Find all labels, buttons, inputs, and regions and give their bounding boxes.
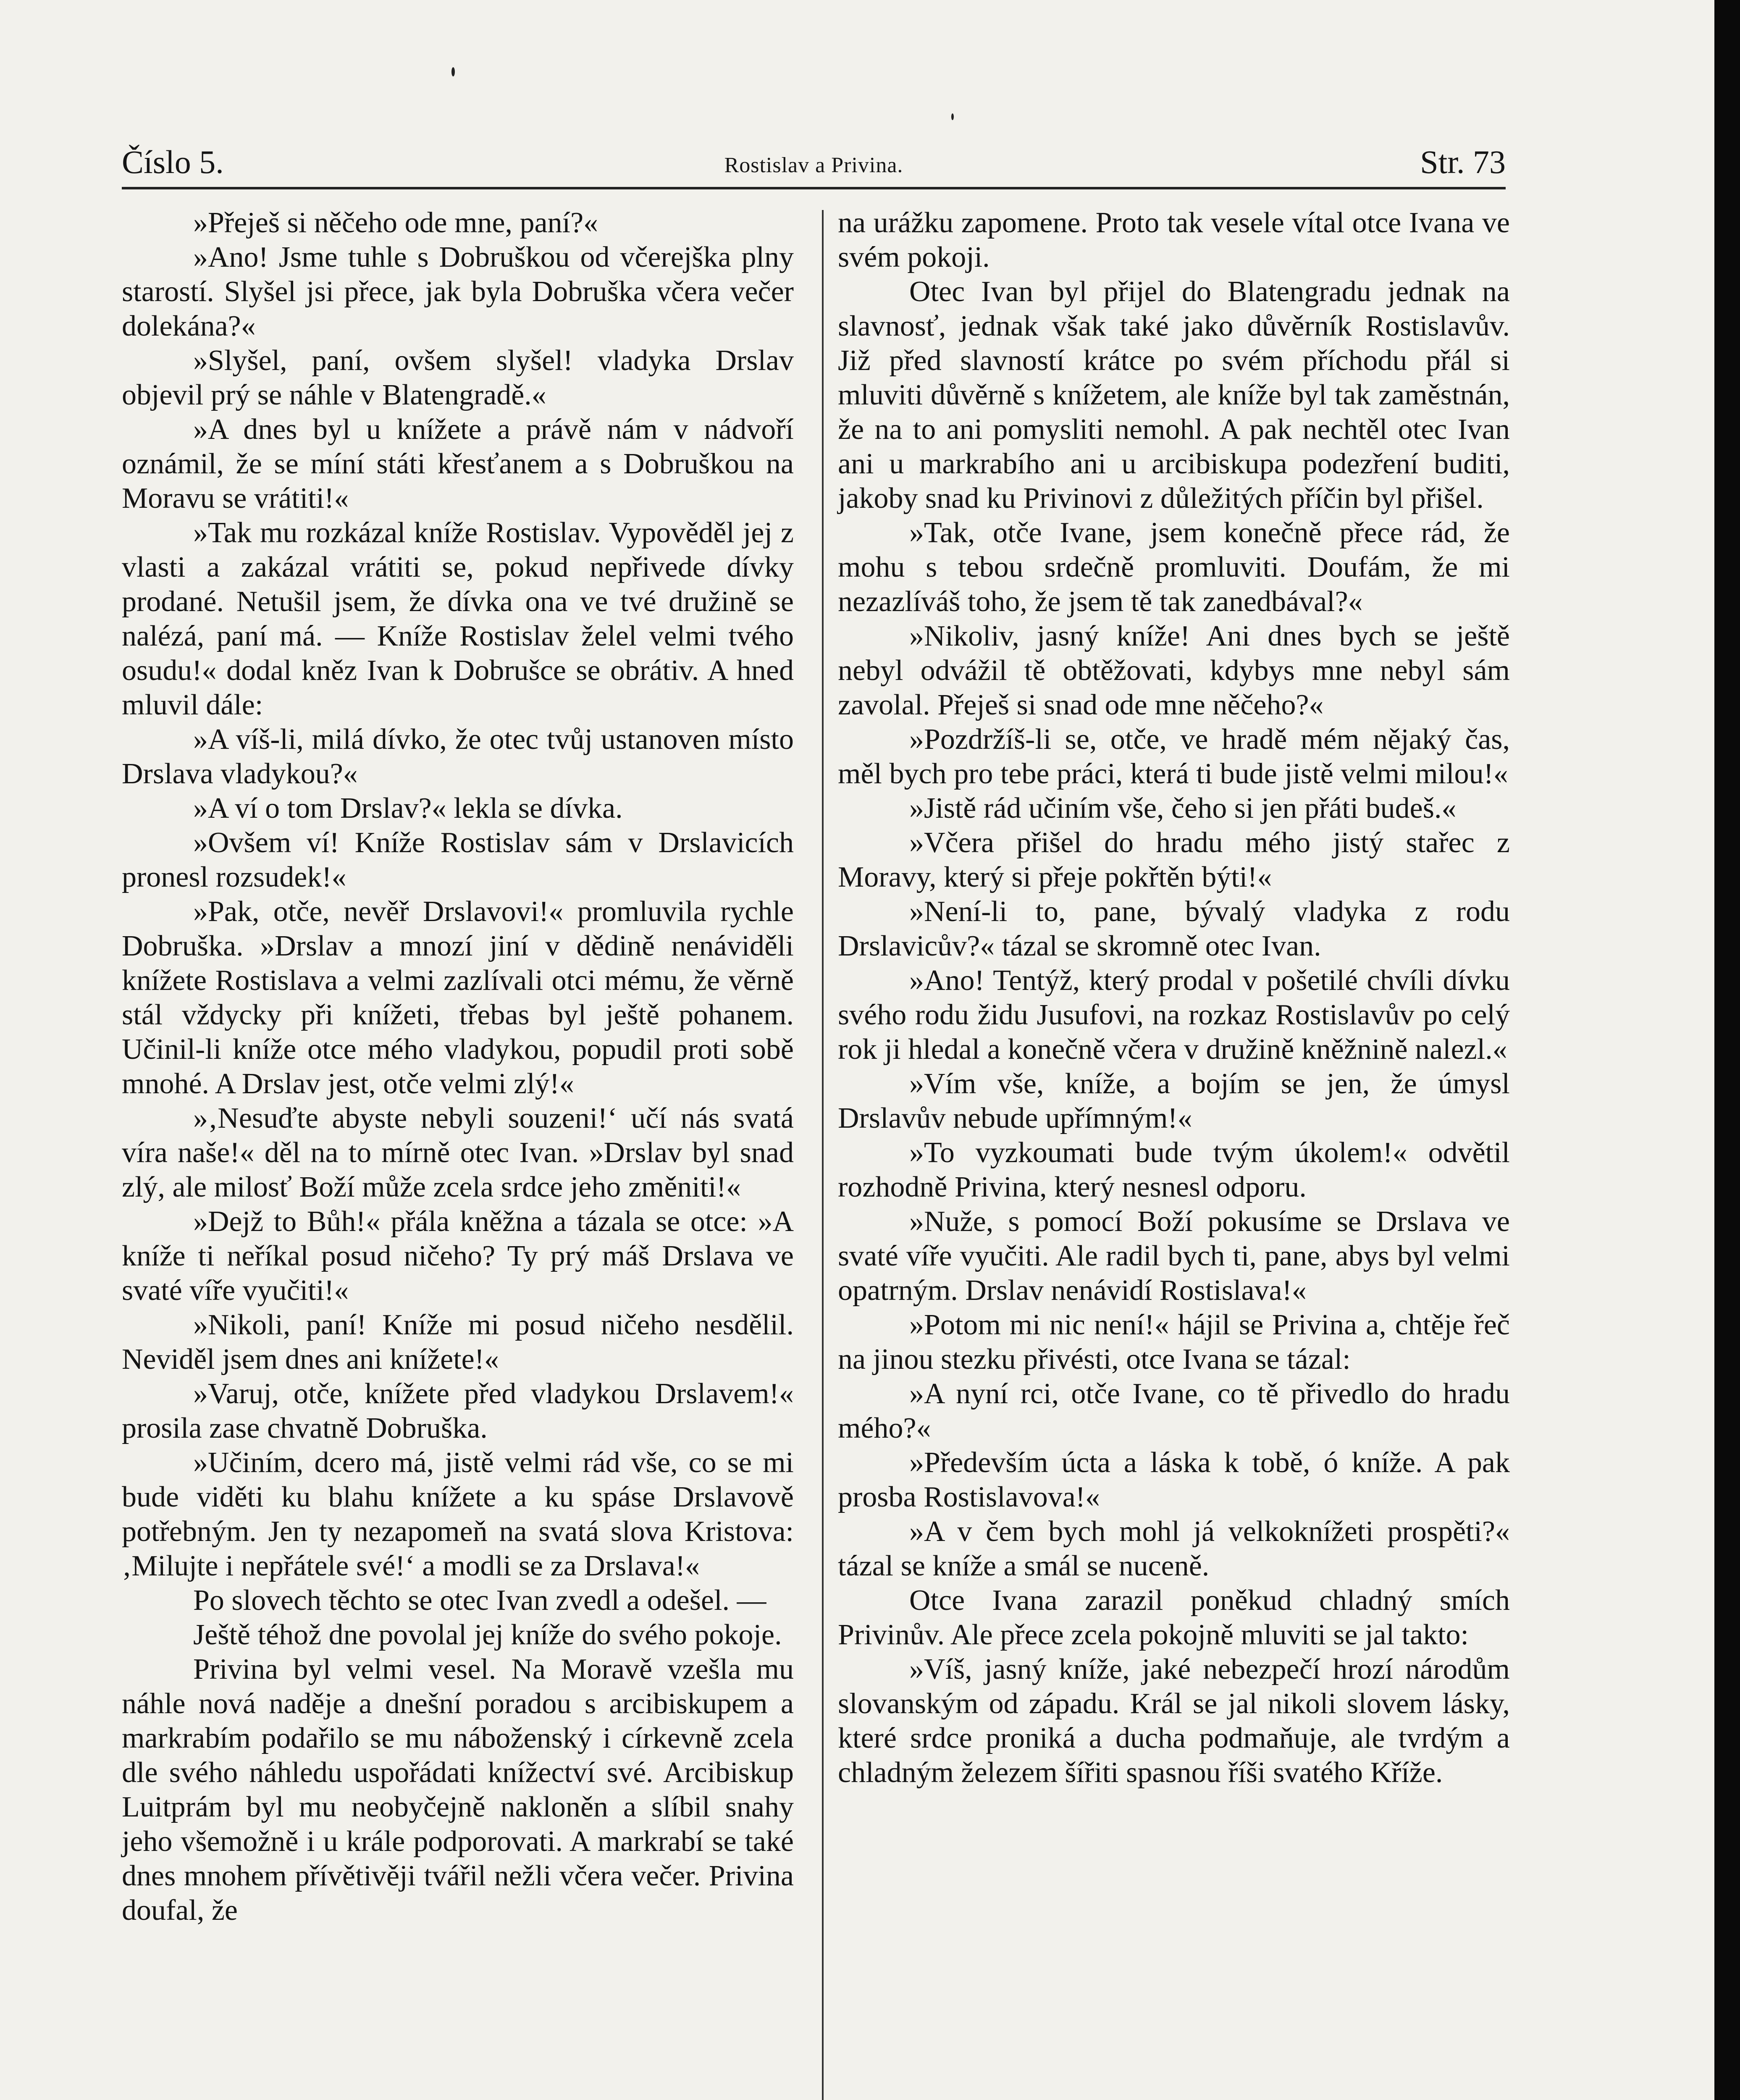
page-number: Str. 73: [1420, 144, 1506, 180]
paragraph: »A ví o tom Drslav?« lekla se dívka.: [193, 792, 623, 824]
paragraph: »Potom mi nic není!« hájil se Privina a, chtěje řeč na jinou stezku přivésti, otce Ivana se tázal:: [838, 1309, 1510, 1376]
paragraph: na urážku zapomene. Proto tak vesele vítal otce Ivana ve svém pokoji.: [838, 207, 1510, 273]
paragraph: Po slovech těchto se otec Ivan zvedl a odešel. —: [193, 1584, 766, 1617]
scan-speck: [451, 67, 455, 76]
paragraph: »Víš, jasný kníže, jaké nebezpečí hrozí národům slovanským od západu. Král se jal nikoli slovem lásky, které srdce proniká a ducha podmaňuje, ale tvrdým a chladným železem šířiti spasnou říši svatého Kříže.: [838, 1653, 1510, 1789]
paragraph: »Ovšem ví! Kníže Rostislav sám v Drslavicích pronesl rozsudek!«: [122, 827, 794, 893]
paragraph: »Nikoli, paní! Kníže mi posud ničeho nesdělil. Neviděl jsem dnes ani knížete!«: [122, 1309, 794, 1376]
paragraph: »Včera přišel do hradu mého jistý stařec z Moravy, který si přeje pokřtěn býti!«: [838, 827, 1510, 893]
paragraph: »Nuže, s pomocí Boží pokusíme se Drslava ve svaté víře vyučiti. Ale radil bych ti, pane, abys byl velmi opatrným. Drslav nenávidí Rostislava!«: [838, 1205, 1510, 1307]
paragraph: »Tak mu rozkázal kníže Rostislav. Vypověděl jej z vlasti a zakázal vrátiti se, pokud nepřivede dívky prodané. Netušil jsem, že dívka ona ve tvé družině se nalézá, paní má. — Kníže Rostislav želel velmi tvého osudu!« dodal kněz Ivan k Dobrušce se obrátiv. A hned mluvil dále:: [122, 517, 794, 721]
paragraph: »Přeješ si něčeho ode mne, paní?«: [193, 207, 598, 239]
paragraph: »A v čem bych mohl já velkoknížeti prospěti?« tázal se kníže a smál se nuceně.: [838, 1515, 1510, 1582]
paragraph: »A nyní rci, otče Ivane, co tě přivedlo do hradu mého?«: [838, 1378, 1510, 1444]
issue-number: Číslo 5.: [122, 144, 224, 180]
paragraph: »A dnes byl u knížete a právě nám v nádvoří oznámil, že se míní státi křesťanem a s Dobruškou na Moravu se vrátiti!«: [122, 413, 794, 514]
header-title: Rostislav a Privina.: [724, 153, 903, 177]
right-column: [838, 206, 1510, 1790]
left-column: [122, 206, 794, 1928]
paragraph: »Ano! Tentýž, který prodal v pošetilé chvíli dívku svého rodu židu Jusufovi, na rozkaz Rostislavův po celý rok ji hledal a konečně včera v družině kněžnině nalezl.«: [838, 964, 1510, 1066]
scan-speck: [951, 113, 954, 120]
paragraph: »Slyšel, paní, ovšem slyšel! vladyka Drslav objevil prý se náhle v Blatengradě.«: [122, 344, 794, 411]
column-divider: [822, 210, 824, 2100]
paragraph: Otce Ivana zarazil poněkud chladný smích Privinův. Ale přece zcela pokojně mluviti se jal takto:: [838, 1584, 1510, 1651]
paragraph: »Učiním, dcero má, jistě velmi rád vše, co se mi bude viděti ku blahu knížete a ku spáse Drslavově potřebným. Jen ty nezapomeň na svatá slova Kristova: ‚Milujte i nepřátele své!‘ a modli se za Drslava!«: [122, 1446, 794, 1582]
paragraph: Privina byl velmi vesel. Na Moravě vzešla mu náhle nová naděje a dnešní poradou s arcibiskupem a markrabím podařilo se mu náboženský i církevně zcela dle svého náhledu uspořádati knížectví své. Arcibiskup Luitprám byl mu neobyčejně nakloněn a slíbil snahy jeho všemožně i u krále podporovati. A markrabí se také dnes mnohem přívětivěji tvářil nežli včera večer. Privina doufal, že: [122, 1653, 794, 1927]
paragraph: »Pak, otče, nevěř Drslavovi!« promluvila rychle Dobruška. »Drslav a mnozí jiní v dědině nenáviděli knížete Rostislava a velmi zazlívali otci mému, že věrně stál vždycky při knížeti, třebas byl ještě pohanem. Učinil-li kníže otce mého vladykou, popudil proti sobě mnohé. A Drslav jest, otče velmi zlý!«: [122, 895, 794, 1100]
paragraph: »A víš-li, milá dívko, že otec tvůj ustanoven místo Drslava vladykou?«: [122, 723, 794, 790]
paragraph: »Pozdržíš-li se, otče, ve hradě mém nějaký čas, měl bych pro tebe práci, která ti bude jistě velmi milou!«: [838, 723, 1510, 790]
paragraph: »To vyzkoumati bude tvým úkolem!« odvětil rozhodně Privina, který nesnesl odporu.: [838, 1137, 1510, 1203]
paragraph: »Varuj, otče, knížete před vladykou Drslavem!« prosila zase chvatně Dobruška.: [122, 1378, 794, 1444]
paragraph: »Jistě rád učiním vše, čeho si jen přáti budeš.«: [909, 792, 1457, 824]
running-header: [122, 141, 1506, 189]
paragraph: »Především úcta a láska k tobě, ó kníže. A pak prosba Rostislavova!«: [838, 1446, 1510, 1513]
paragraph: Ještě téhož dne povolal jej kníže do svého pokoje.: [193, 1619, 782, 1651]
paragraph: Otec Ivan byl přijel do Blatengradu jednak na slavnosť, jednak však také jako důvěrník Rostislavův. Již před slavností krátce po svém příchodu přál si mluviti důvěrně s knížetem, ale kníže byl tak zaměstnán, že na to ani pomysliti nemohl. A pak nechtěl otec Ivan ani u markrabího ani u arcibiskupa podezření buditi, jakoby snad ku Privinovi z důležitých příčin byl přišel.: [838, 276, 1510, 514]
paragraph: »Tak, otče Ivane, jsem konečně přece rád, že mohu s tebou srdečně promluviti. Doufám, že mi nezazlíváš toho, že jsem tě tak zanedbával?«: [838, 517, 1510, 618]
paragraph: »Dejž to Bůh!« přála kněžna a tázala se otce: »A kníže ti neříkal posud ničeho? Ty prý máš Drslava ve svaté víře vyučiti!«: [122, 1205, 794, 1307]
paragraph: »‚Nesuďte abyste nebyli souzeni!‘ učí nás svatá víra naše!« děl na to mírně otec Ivan. »Drslav byl snad zlý, ale milosť Boží může zcela srdce jeho změniti!«: [122, 1102, 794, 1203]
paragraph: »Není-li to, pane, bývalý vladyka z rodu Drslavicův?« tázal se skromně otec Ivan.: [838, 895, 1510, 962]
paragraph: »Ano! Jsme tuhle s Dobruškou od včerejška plny starostí. Slyšel jsi přece, jak byla Dobruška včera večer dolekána?«: [122, 241, 794, 342]
paragraph: »Vím vše, kníže, a bojím se jen, že úmysl Drslavův nebude upřímným!«: [838, 1068, 1510, 1134]
paragraph: »Nikoliv, jasný kníže! Ani dnes bych se ještě nebyl odvážil tě obtěžovati, kdybys mne nebyl sám zavolal. Přeješ si snad ode mne něčeho?«: [838, 620, 1510, 721]
